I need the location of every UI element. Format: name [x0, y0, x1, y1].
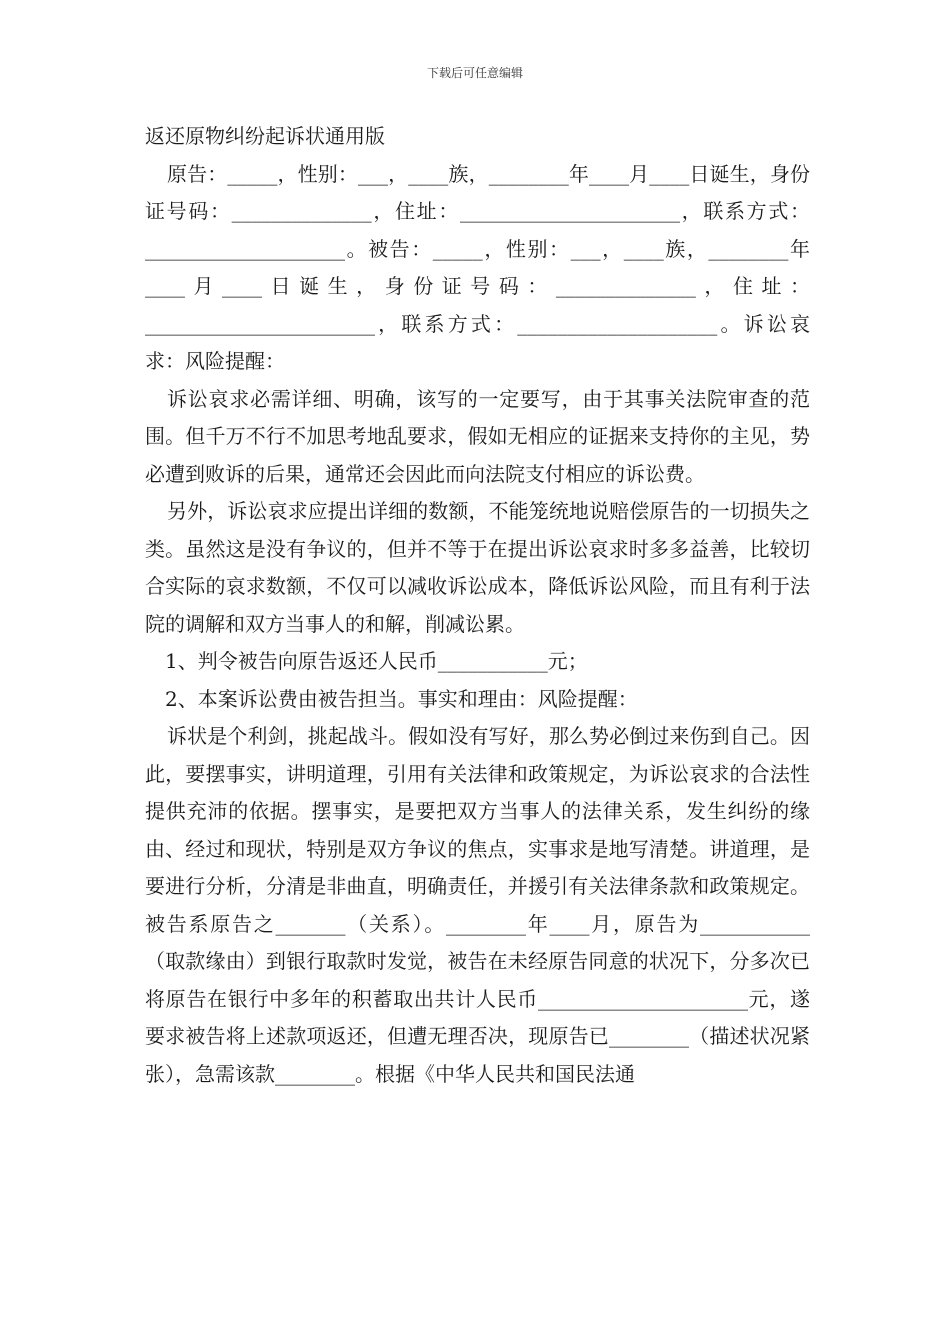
- paragraph-claims-amount-note: 另外，诉讼哀求应提出详细的数额，不能笼统地说赔偿原告的一切损失之类。虽然这是没有争议的，但并不等于在提出诉讼哀求时多多益善，比较切合实际的哀求数额，不仅可以减收诉讼成本，降低诉讼风险，而且有利于法院的调解和双方当事人的和解，削减讼累。: [145, 499, 810, 636]
- paragraph-facts: 诉状是个利剑，挑起战斗。假如没有写好，那么势必倒过来伤到自己。因此，要摆事实，讲明道理，引用有关法律和政策规定，为诉讼哀求的合法性提供充沛的依据。摆事实，是要把双方当事人的法律关系，发生纠纷的缘由、经过和现状，特别是双方争议的焦点，实事求是地写清楚。讲道理，是要进行分析，分清是非曲直，明确责任，并援引有关法律条款和政策规定。 被告系原告之_______（关系）。________年____月，原告为___________（取款缘由）到银行取款时发觉，被告在未经原告同意的状况下，分多次已将原告在银行中多年的积蓄取出共计人民币_____________________元，遂要求被告将上述款项返还，但遭无理否决，现原告已________（描述状况紧张），急需该款________。根据《中华人民共和国民法通: [145, 724, 810, 1086]
- document-body: [145, 118, 810, 1093]
- document-title: 返还原物纠纷起诉状通用版: [145, 124, 385, 148]
- paragraph-parties: 原告：_____，性别：___，____族，________年____月____日诞生，身份证号码：______________，住址：______________________，联系方式：____________________。被告：_____，性别：___，____族，________年____月____日诞生，身份证号码：______________，住址：_______________________，联系方式：____________________。诉讼哀求：风险提醒：: [145, 161, 810, 373]
- claim-item-1: 1、判令被告向原告返还人民币___________元；: [165, 649, 588, 673]
- paragraph-claims-note: 诉讼哀求必需详细、明确，该写的一定要写，由于其事关法院审查的范围。但千万不行不加思考地乱要求，假如无相应的证据来支持你的主见，势必遭到败诉的后果，通常还会因此而向法院支付相应的诉讼费。: [145, 386, 810, 486]
- page-header: 下载后可任意编辑: [426, 66, 523, 80]
- claim-item-2: 2、本案诉讼费由被告担当。事实和理由：风险提醒：: [165, 686, 638, 711]
